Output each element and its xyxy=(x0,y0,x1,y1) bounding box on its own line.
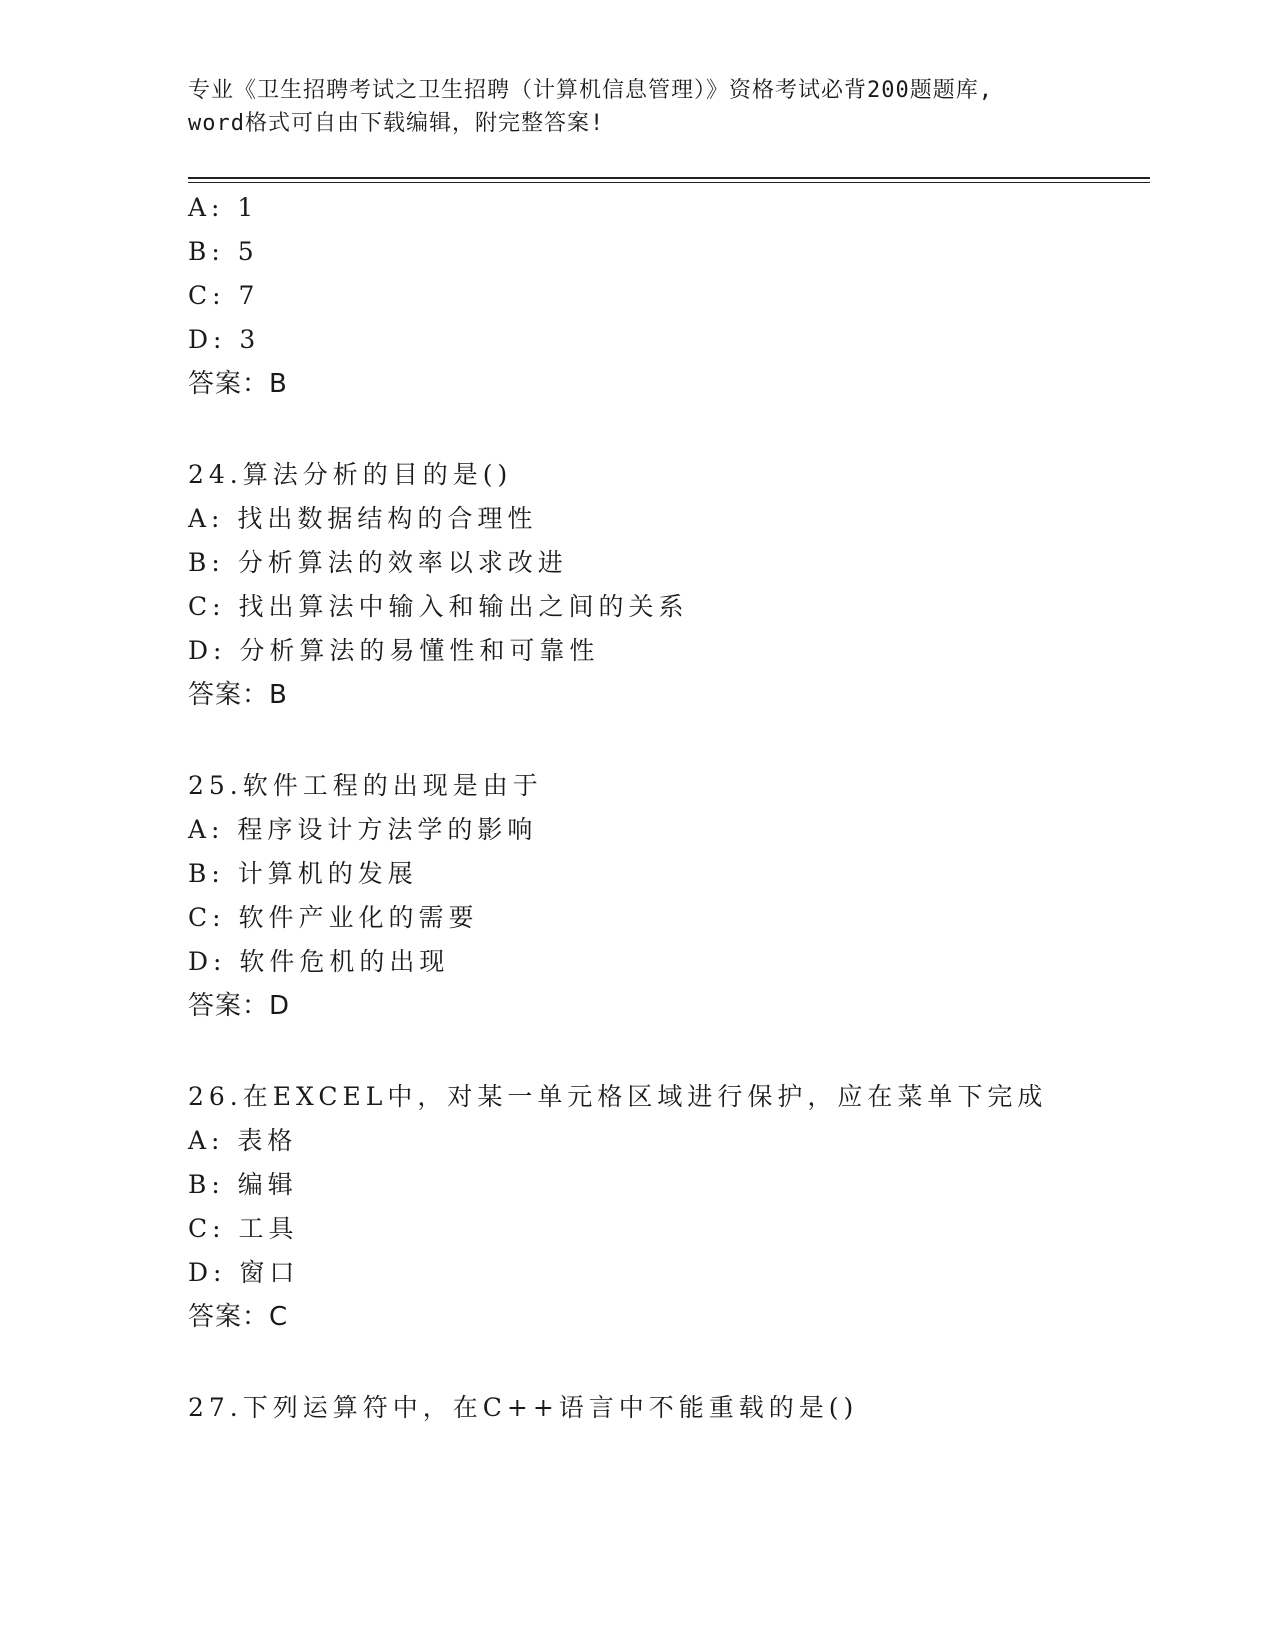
answer-line: 答案：B xyxy=(188,680,288,710)
option-b: B: 分析算法的效率以求改进 xyxy=(188,548,568,577)
option-d: D: 软件危机的出现 xyxy=(188,947,450,976)
question-25: 25.软件工程的出现是由于 xyxy=(188,771,543,800)
answer-line: 答案：D xyxy=(188,991,291,1021)
header-divider-bottom xyxy=(188,182,1150,183)
document-header xyxy=(188,74,1088,140)
option-a: A: 表格 xyxy=(188,1126,298,1155)
option-d: D: 3 xyxy=(188,325,261,354)
option-d: D: 窗口 xyxy=(188,1258,300,1287)
option-b: B: 编辑 xyxy=(188,1170,298,1199)
question-24: 24.算法分析的目的是() xyxy=(188,460,513,489)
option-c: C: 找出算法中输入和输出之间的关系 xyxy=(188,592,689,621)
question-27: 27.下列运算符中，在C++语言中不能重载的是() xyxy=(188,1393,859,1422)
question-26: 26.在EXCEL中，对某一单元格区域进行保护，应在菜单下完成 xyxy=(188,1082,1048,1111)
option-a: A: 找出数据结构的合理性 xyxy=(188,504,538,533)
option-c: C: 工具 xyxy=(188,1214,299,1243)
option-c: C: 7 xyxy=(188,281,260,310)
header-subtitle-line: word格式可自由下载编辑，附完整答案! xyxy=(188,111,605,136)
option-b: B: 5 xyxy=(188,237,259,266)
option-a: A: 程序设计方法学的影响 xyxy=(188,815,538,844)
option-b: B: 计算机的发展 xyxy=(188,859,418,888)
answer-line: 答案：B xyxy=(188,369,288,399)
option-a: A: 1 xyxy=(188,193,259,222)
header-title-line: 专业《卫生招聘考试之卫生招聘（计算机信息管理）》资格考试必背200题题库, xyxy=(188,78,993,103)
option-d: D: 分析算法的易懂性和可靠性 xyxy=(188,636,600,665)
answer-line: 答案：C xyxy=(188,1302,289,1332)
option-c: C: 软件产业化的需要 xyxy=(188,903,479,932)
header-divider-top xyxy=(188,177,1150,179)
